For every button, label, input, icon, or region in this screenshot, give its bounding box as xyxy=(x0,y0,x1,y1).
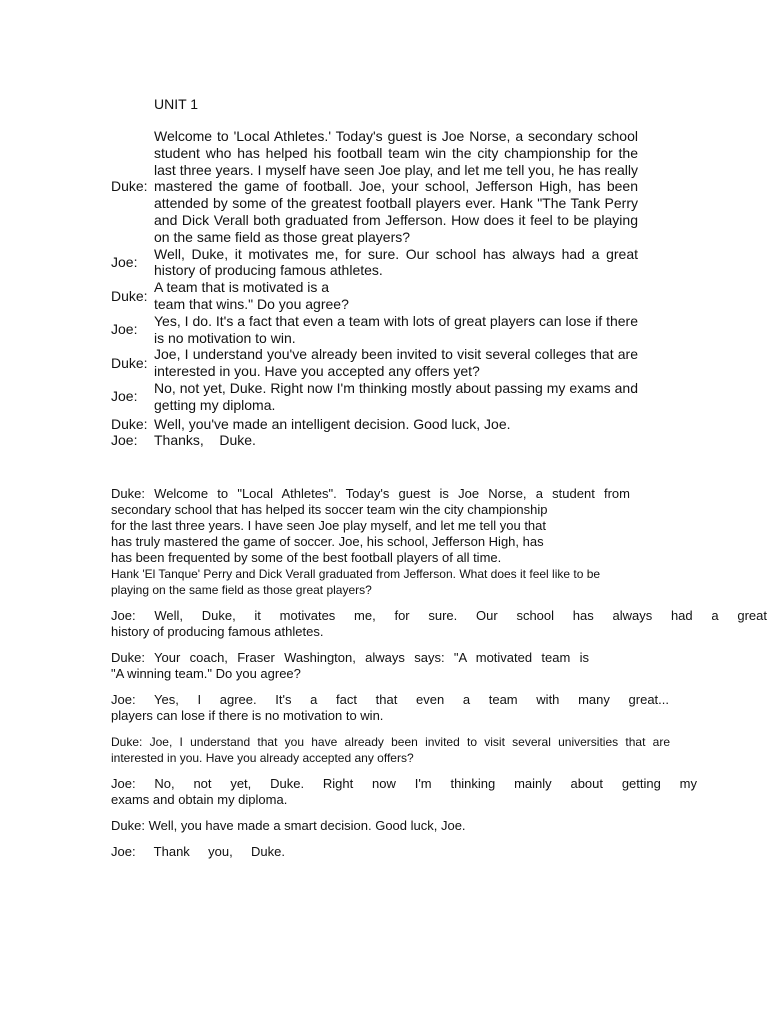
dialogue-row xyxy=(111,380,641,414)
speaker-label: Duke: xyxy=(111,415,148,432)
text-line: interested in you. Have you already accepted any offers? xyxy=(111,751,414,765)
dialogue-text: Welcome to 'Local Athletes.' Today's guest is Joe Norse, a secondary school student who has helped his football team win the city championship for the last three years. I myself have seen Joe play, and let me tell you, he has really mastered the game of football. Joe, your school, Jefferson High, has been attended by some of the greatest football players ever. Hank "The Tank Perry and Dick Verall both graduated from Jefferson. How does it feel to be playing on the same field as those great players? xyxy=(154,128,638,245)
paragraph xyxy=(111,486,768,598)
speaker-label: Joe: xyxy=(111,253,138,270)
dialogue-row xyxy=(111,432,641,449)
speaker-label: Joe: xyxy=(111,388,138,405)
dialogue-row xyxy=(111,279,641,313)
dialogue-part-1 xyxy=(111,128,641,449)
paragraph: Joe: Thank you, Duke. xyxy=(111,844,285,859)
text-line: has truly mastered the game of soccer. Joe, his school, Jefferson High, has xyxy=(111,534,544,549)
text-line: players can lose if there is no motivation to win. xyxy=(111,708,384,723)
dialogue-part-2 xyxy=(111,486,768,860)
text-line: exams and obtain my diploma. xyxy=(111,792,288,807)
text-line: Joe: Yes, I agree. It's a fact that even a team with many great... xyxy=(111,692,669,707)
paragraph xyxy=(111,692,768,724)
text-line: Joe: Well, Duke, it motivates me, for sure. Our school has always had a great xyxy=(111,608,767,623)
dialogue-row xyxy=(111,128,641,246)
dialogue-row xyxy=(111,346,641,380)
paragraph xyxy=(111,776,768,808)
dialogue-line: team that wins." Do you agree? xyxy=(154,295,349,312)
dialogue-row xyxy=(111,246,641,280)
text-line: for the last three years. I have seen Joe play myself, and let me tell you that xyxy=(111,518,547,533)
speaker-label: Joe: xyxy=(111,321,138,338)
speaker-label: Duke: xyxy=(111,178,148,195)
dialogue-line: A team that is motivated is a xyxy=(154,279,330,296)
dialogue-text: Well, you've made an intelligent decision. Good luck, Joe. xyxy=(154,415,511,432)
speaker-label: Duke: xyxy=(111,287,148,304)
dialogue-text: Thanks, Duke. xyxy=(154,432,256,449)
paragraph xyxy=(111,608,768,640)
text-line: "A winning team." Do you agree? xyxy=(111,666,301,681)
speaker-label: Duke: xyxy=(111,354,148,371)
dialogue-text xyxy=(154,279,638,313)
text-line: Duke: Your coach, Fraser Washington, always says: "A motivated team is xyxy=(111,650,589,665)
text-line: has been frequented by some of the best football players of all time. xyxy=(111,550,502,565)
dialogue-row xyxy=(111,416,641,433)
text-line: Joe: No, not yet, Duke. Right now I'm thinking mainly about getting my xyxy=(111,776,697,791)
dialogue-text: Joe, I understand you've already been invited to visit several colleges that are interested in you. Have you accepted any offers yet? xyxy=(154,346,638,380)
paragraph xyxy=(111,650,768,682)
paragraph xyxy=(111,734,768,766)
dialogue-text: Well, Duke, it motivates me, for sure. Our school has always had a great history of producing famous athletes. xyxy=(154,245,638,279)
dialogue-row xyxy=(111,313,641,347)
dialogue-text: Yes, I do. It's a fact that even a team with lots of great players can lose if there is no motivation to win. xyxy=(154,312,638,346)
text-line: Duke: Welcome to "Local Athletes". Today's guest is Joe Norse, a student from xyxy=(111,486,630,501)
speaker-label: Joe: xyxy=(111,432,138,449)
text-line: Hank 'El Tanque' Perry and Dick Verall graduated from Jefferson. What does it feel like to be xyxy=(111,567,601,581)
text-line: secondary school that has helped its soccer team win the city championship xyxy=(111,502,548,517)
text-line: history of producing famous athletes. xyxy=(111,624,324,639)
dialogue-text: No, not yet, Duke. Right now I'm thinking mostly about passing my exams and getting my diploma. xyxy=(154,379,638,413)
text-line: playing on the same field as those great players? xyxy=(111,583,372,597)
text-line: Duke: Joe, I understand that you have already been invited to visit several universities that are xyxy=(111,735,670,749)
unit-title: UNIT 1 xyxy=(154,96,199,112)
paragraph: Duke: Well, you have made a smart decision. Good luck, Joe. xyxy=(111,818,466,833)
